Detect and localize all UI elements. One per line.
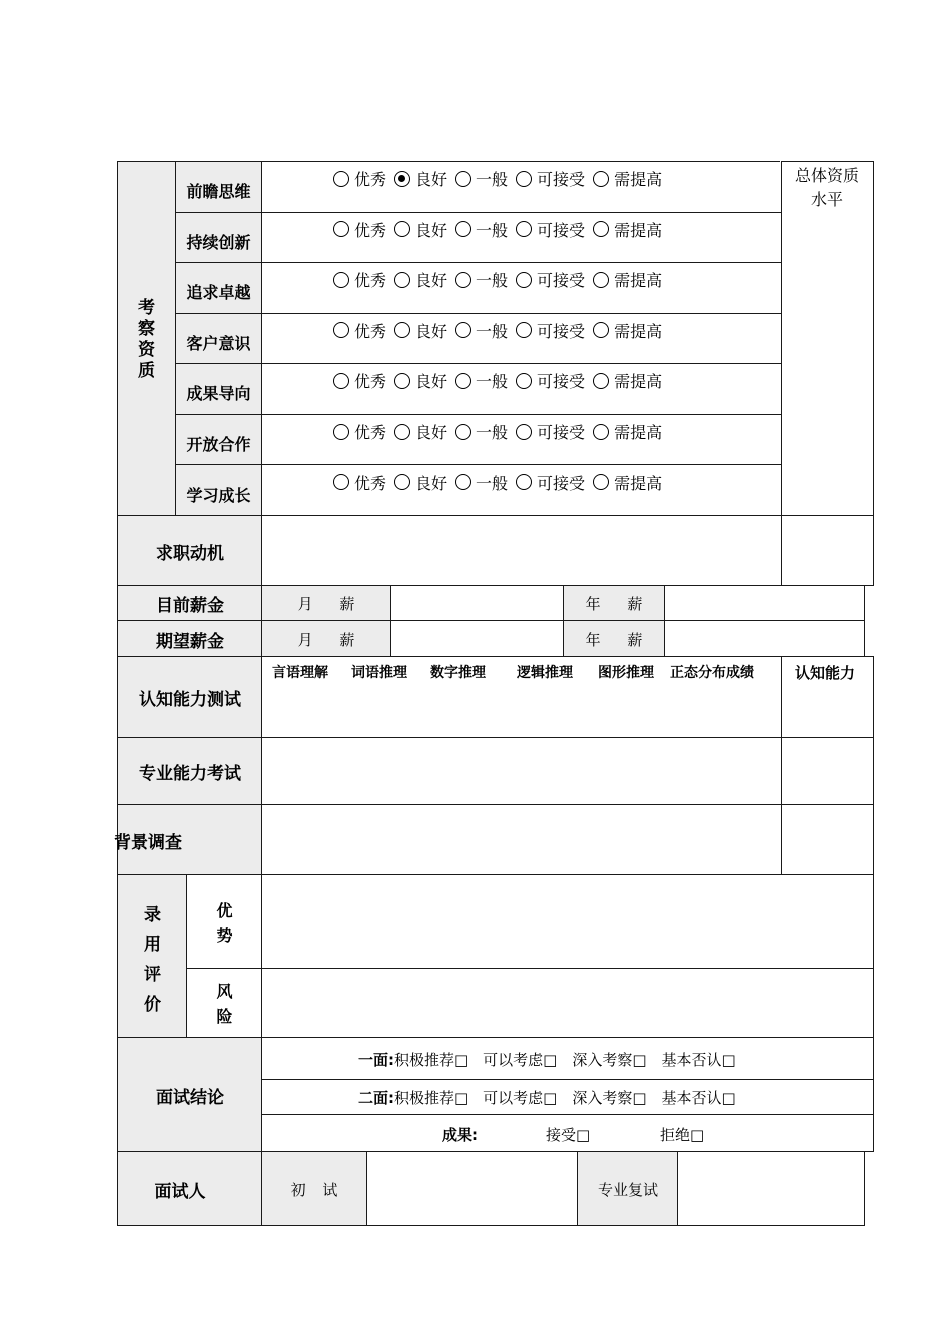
radio-unchecked-icon[interactable] — [516, 221, 532, 237]
rating-option-label: 良好 — [415, 372, 448, 392]
professional-test-field[interactable] — [262, 738, 781, 805]
second-interview-label: 二面: — [358, 1089, 394, 1107]
radio-unchecked-icon[interactable] — [394, 322, 410, 338]
reject-checkbox[interactable]: 拒绝□ — [660, 1126, 705, 1144]
grid-line — [864, 585, 865, 657]
grid-line — [175, 212, 781, 213]
radio-unchecked-icon[interactable] — [333, 322, 349, 338]
radio-unchecked-icon[interactable] — [593, 373, 609, 389]
assessment-row-label: 客户意识 — [186, 333, 251, 353]
radio-unchecked-icon[interactable] — [394, 221, 410, 237]
current-year-label: 年 薪 — [585, 595, 643, 613]
rating-option-label: 可接受 — [537, 321, 586, 341]
rating-option-label: 良好 — [415, 473, 448, 493]
rating-option[interactable] — [455, 268, 508, 291]
rating-option-label: 需提高 — [614, 321, 663, 341]
rating-option-label: 一般 — [476, 473, 509, 493]
cognitive-test-label: 认知能力测试 — [139, 690, 241, 710]
rating-option-label: 可接受 — [537, 220, 586, 240]
assessment-row-label: 追求卓越 — [186, 283, 251, 303]
rating-option[interactable] — [516, 420, 585, 443]
radio-unchecked-icon[interactable] — [516, 424, 532, 440]
grid-line — [873, 656, 874, 1152]
rating-option-label: 可接受 — [537, 271, 586, 291]
rating-option[interactable] — [394, 167, 447, 190]
second-interview-options[interactable]: 积极推荐□ 可以考虑□ 深入考察□ 基本否认□ — [394, 1089, 736, 1107]
rating-option[interactable] — [593, 319, 662, 342]
rating-option[interactable] — [394, 319, 447, 342]
assessment-row-options — [333, 319, 670, 342]
rating-option[interactable] — [516, 319, 585, 342]
rating-option[interactable] — [516, 268, 585, 291]
rating-option-label: 需提高 — [614, 473, 663, 493]
radio-unchecked-icon[interactable] — [593, 272, 609, 288]
motivation-label: 求职动机 — [156, 543, 224, 564]
rating-option-label: 优秀 — [354, 220, 387, 240]
assessment-row-options — [333, 471, 670, 494]
rating-option[interactable] — [333, 218, 386, 241]
assessment-row-label: 开放合作 — [186, 435, 251, 454]
rating-option-label: 需提高 — [614, 423, 663, 442]
first-interview-row — [358, 1049, 736, 1070]
interviewer-label: 面试人 — [154, 1181, 206, 1202]
grid-line — [781, 656, 782, 875]
rating-option[interactable] — [333, 420, 386, 443]
cognitive-header-normal-score: 正态分布成绩 — [670, 665, 754, 681]
rating-option[interactable] — [593, 167, 662, 190]
radio-unchecked-icon[interactable] — [333, 424, 349, 440]
assessment-row-label: 学习成长 — [186, 485, 251, 505]
radio-unchecked-icon[interactable] — [394, 373, 410, 389]
accept-checkbox[interactable]: 接受□ — [546, 1126, 591, 1144]
rating-option[interactable] — [455, 319, 508, 342]
rating-option-label: 可接受 — [537, 372, 586, 392]
rating-option-label: 一般 — [476, 170, 509, 189]
rating-option-label: 优秀 — [354, 473, 387, 493]
rating-option[interactable] — [333, 167, 386, 190]
rating-option-label: 需提高 — [614, 271, 663, 291]
radio-unchecked-icon[interactable] — [516, 373, 532, 389]
assessment-row-options — [333, 420, 670, 443]
rating-option[interactable] — [333, 268, 386, 291]
first-round-field[interactable] — [367, 1152, 577, 1226]
grid-line — [118, 161, 780, 162]
expected-year-label: 年 薪 — [585, 630, 643, 649]
professional-test-label: 专业能力考试 — [139, 764, 241, 784]
radio-unchecked-icon[interactable] — [516, 474, 532, 490]
current-year-field[interactable] — [665, 586, 864, 621]
assessment-row-label: 前瞻思维 — [186, 182, 251, 201]
rating-option[interactable] — [333, 471, 386, 494]
cognitive-header-numeric: 数字推理 — [430, 665, 486, 681]
rating-option[interactable] — [516, 218, 585, 241]
rating-option[interactable] — [455, 420, 508, 443]
rating-option[interactable] — [593, 218, 662, 241]
first-interview-label: 一面: — [358, 1051, 394, 1069]
rating-option[interactable] — [394, 268, 447, 291]
radio-unchecked-icon[interactable] — [394, 474, 410, 490]
rating-option[interactable] — [455, 471, 508, 494]
grid-line — [781, 161, 782, 586]
rating-option-label: 一般 — [476, 372, 509, 392]
rating-option[interactable] — [593, 471, 662, 494]
rating-option[interactable] — [593, 268, 662, 291]
assessment-row-options — [333, 167, 670, 190]
assessment-row-options — [333, 218, 670, 241]
rating-option-label: 良好 — [415, 321, 448, 341]
grid-line — [262, 1079, 873, 1080]
rating-option[interactable] — [333, 369, 386, 392]
background-check-field[interactable] — [262, 805, 781, 875]
radio-unchecked-icon[interactable] — [516, 171, 532, 187]
grid-line — [175, 262, 781, 263]
expected-month-label: 月 薪 — [297, 630, 355, 649]
radio-unchecked-icon[interactable] — [333, 171, 349, 187]
radio-unchecked-icon[interactable] — [593, 171, 609, 187]
radio-unchecked-icon[interactable] — [593, 322, 609, 338]
expected-year-field[interactable] — [665, 621, 864, 657]
radio-unchecked-icon[interactable] — [455, 373, 471, 389]
grid-line — [864, 1151, 865, 1226]
radio-unchecked-icon[interactable] — [593, 221, 609, 237]
rating-option-label: 优秀 — [354, 271, 387, 291]
rating-option-label: 良好 — [415, 423, 448, 442]
second-round-label: 专业复试 — [597, 1180, 658, 1199]
advantage-field[interactable] — [262, 875, 873, 968]
rating-option-label: 一般 — [476, 220, 509, 240]
cognitive-header-word: 词语推理 — [351, 665, 407, 681]
grid-line — [175, 313, 781, 314]
rating-option[interactable] — [394, 420, 447, 443]
assessment-row-label: 持续创新 — [186, 232, 251, 252]
cognitive-header-logic: 逻辑推理 — [517, 665, 573, 681]
rating-option[interactable] — [455, 218, 508, 241]
rating-option[interactable] — [394, 369, 447, 392]
cognitive-header-graphic: 图形推理 — [598, 665, 654, 681]
assessment-row-options — [333, 369, 670, 392]
rating-option-label: 需提高 — [614, 220, 663, 240]
rating-option[interactable] — [455, 369, 508, 392]
conclusion-label: 面试结论 — [156, 1087, 224, 1108]
radio-checked-icon[interactable] — [394, 171, 410, 187]
rating-option-label: 可接受 — [537, 170, 586, 189]
rating-option[interactable] — [333, 319, 386, 342]
rating-option[interactable] — [593, 369, 662, 392]
radio-unchecked-icon[interactable] — [516, 322, 532, 338]
rating-option-label: 良好 — [415, 170, 448, 189]
risk-field[interactable] — [262, 969, 873, 1038]
first-interview-options[interactable]: 积极推荐□ 可以考虑□ 深入考察□ 基本否认□ — [394, 1051, 736, 1069]
current-month-label: 月 薪 — [297, 595, 355, 613]
expected-month-field[interactable] — [391, 621, 563, 657]
rating-option[interactable] — [455, 167, 508, 190]
rating-option-label: 需提高 — [614, 170, 663, 189]
grid-line — [782, 161, 873, 162]
grid-line — [873, 161, 874, 586]
radio-unchecked-icon[interactable] — [333, 373, 349, 389]
rating-option-label: 可接受 — [537, 423, 586, 442]
rating-option-label: 优秀 — [354, 321, 387, 341]
radio-unchecked-icon[interactable] — [455, 272, 471, 288]
grid-line — [175, 414, 781, 415]
radio-unchecked-icon[interactable] — [516, 272, 532, 288]
rating-option[interactable] — [394, 471, 447, 494]
first-round-label: 初 试 — [290, 1180, 338, 1199]
assessment-row-options — [333, 268, 670, 291]
radio-unchecked-icon[interactable] — [394, 272, 410, 288]
assessment-row-label: 成果导向 — [186, 384, 251, 404]
radio-unchecked-icon[interactable] — [333, 474, 349, 490]
cognitive-ability-label: 认知能力 — [795, 664, 856, 682]
rating-option-label: 良好 — [415, 220, 448, 240]
rating-option-label: 一般 — [476, 423, 509, 442]
result-label: 成果: — [442, 1126, 478, 1144]
rating-option-label: 优秀 — [354, 170, 387, 189]
radio-unchecked-icon[interactable] — [455, 221, 471, 237]
radio-unchecked-icon[interactable] — [455, 171, 471, 187]
rating-option-label: 需提高 — [614, 372, 663, 392]
radio-unchecked-icon[interactable] — [593, 424, 609, 440]
radio-unchecked-icon[interactable] — [455, 424, 471, 440]
overall-level-label: 总体资质水平 — [794, 166, 859, 209]
radio-unchecked-icon[interactable] — [455, 322, 471, 338]
assessment-group-label: 考 察 资 质 — [138, 298, 155, 381]
second-round-field[interactable] — [678, 1152, 864, 1226]
rating-option[interactable] — [593, 420, 662, 443]
radio-unchecked-icon[interactable] — [333, 221, 349, 237]
rating-option-label: 可接受 — [537, 473, 586, 493]
current-salary-label: 目前薪金 — [156, 596, 224, 616]
rating-option[interactable] — [516, 471, 585, 494]
grid-line — [175, 464, 781, 465]
second-interview-row — [358, 1087, 736, 1108]
motivation-field[interactable] — [262, 516, 781, 586]
cognitive-header-verbal: 言语理解 — [272, 665, 328, 681]
radio-unchecked-icon[interactable] — [394, 424, 410, 440]
background-check-label: 背景调查 — [114, 832, 182, 853]
rating-option-label: 优秀 — [354, 372, 387, 392]
rating-option-label: 一般 — [476, 321, 509, 341]
radio-unchecked-icon[interactable] — [455, 474, 471, 490]
rating-option-label: 优秀 — [354, 423, 387, 442]
current-month-field[interactable] — [391, 586, 563, 621]
rating-option[interactable] — [516, 369, 585, 392]
rating-option-label: 一般 — [476, 271, 509, 291]
rating-option[interactable] — [516, 167, 585, 190]
rating-option-label: 良好 — [415, 271, 448, 291]
rating-option[interactable] — [394, 218, 447, 241]
advantage-label: 优 势 — [216, 901, 233, 945]
risk-label: 风 险 — [216, 982, 233, 1026]
expected-salary-label: 期望薪金 — [156, 631, 224, 652]
grid-line — [175, 363, 781, 364]
radio-unchecked-icon[interactable] — [593, 474, 609, 490]
evaluation-group-label: 录 用 评 价 — [144, 905, 161, 1015]
grid-line — [262, 1114, 873, 1115]
radio-unchecked-icon[interactable] — [333, 272, 349, 288]
